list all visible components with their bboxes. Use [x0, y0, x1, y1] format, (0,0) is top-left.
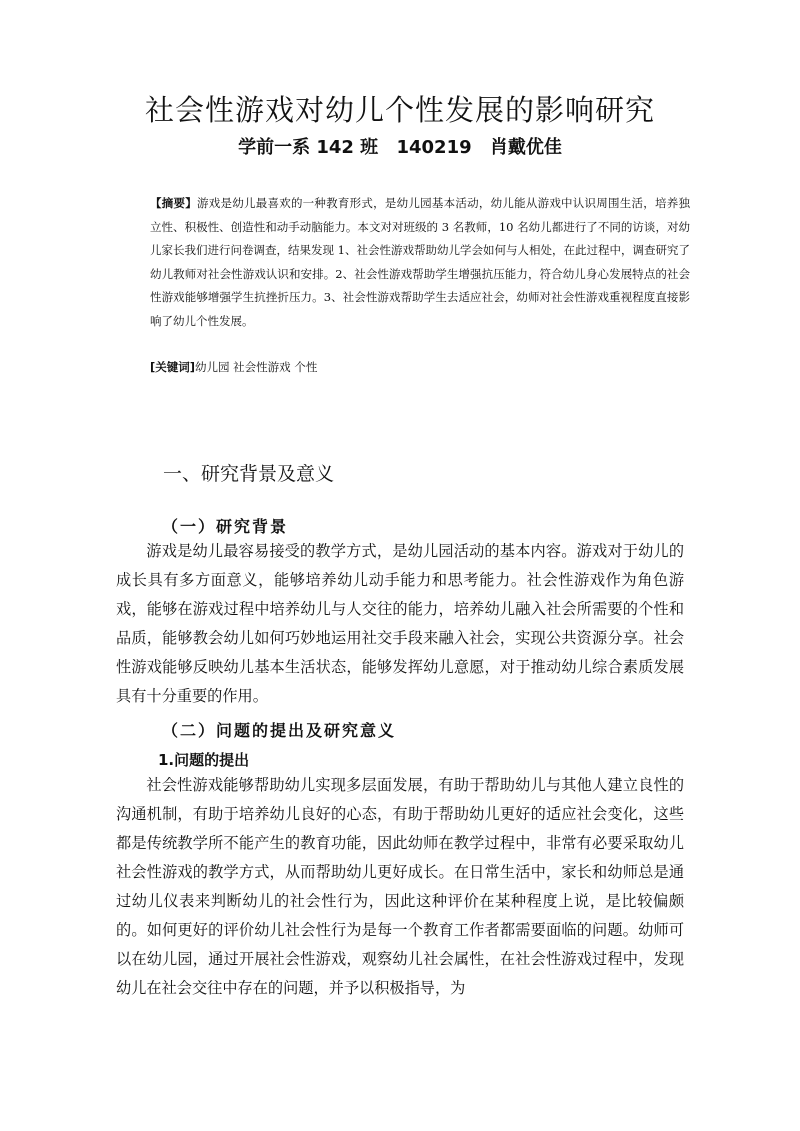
author-line	[0, 133, 800, 159]
author-class: 学前一系 142 班	[238, 137, 379, 158]
background-paragraph: 游戏是幼儿最容易接受的教学方式，是幼儿园活动的基本内容。游戏对于幼儿的成长具有多方面意义，能够培养幼儿动手能力和思考能力。社会性游戏作为角色游戏，能够在游戏过程中培养幼儿与人交往的能力，培养幼儿融入社会所需要的个性和品质，能够教会幼儿如何巧妙地运用社交手段来融入社会，实现公共资源分享。社会性游戏能够反映幼儿基本生活状态，能够发挥幼儿意愿，对于推动幼儿综合素质发展具有十分重要的作用。	[116, 542, 684, 705]
abstract	[150, 192, 690, 333]
section-heading: 一、研究背景及意义	[163, 463, 335, 485]
keywords-text: 幼儿园 社会性游戏 个性	[195, 360, 318, 374]
abstract-label: 【摘要】	[150, 196, 197, 210]
subsection-heading-significance: （二）问题的提出及研究意义	[162, 721, 397, 740]
problem-paragraph: 社会性游戏能够帮助幼儿实现多层面发展，有助于帮助幼儿与其他人建立良性的沟通机制，有助于培养幼儿良好的心态，有助于帮助幼儿更好的适应社会变化，这些都是传统教学所不能产生的教育功能，因此幼师在教学过程中，非常有必要采取幼儿社会性游戏的教学方式，从而帮助幼儿更好成长。在日常生活中，家长和幼师总是通过幼儿仪表来判断幼儿的社会性行为，因此这种评价在某种程度上说，是比较偏颇的。如何更好的评价幼儿社会性行为是每一个教育工作者都需要面临的问题。幼师可以在幼儿园，通过开展社会性游戏，观察幼儿社会属性，在社会性游戏过程中，发现幼儿在社会交往中存在的问题，并予以积极指导，为	[116, 776, 684, 997]
author-name: 肖戴优佳	[489, 137, 562, 158]
author-id: 140219	[396, 137, 472, 158]
subsection-heading-background: （一）研究背景	[162, 517, 289, 536]
abstract-text: 游戏是幼儿最喜欢的一种教育形式，是幼儿园基本活动，幼儿能从游戏中认识周围生活，培养独立性、积极性、创造性和动手动脑能力。本文对对班级的 3 名教师，10 名幼儿都进行了不同的访谈，对幼儿家长我们进行问卷调查，结果发现 1、社会性游戏帮助幼儿学会如何与人相处，在此过程中，调查研究了幼儿教师对社会性游戏认识和安排。2、社会性游戏帮助学生增强抗压能力，符合幼儿身心发展特点的社会性游戏能够增强学生抗挫折压力。3、社会性游戏帮助学生去适应社会，幼师对社会性游戏重视程度直接影响了幼儿个性发展。	[150, 196, 691, 328]
document-title: 社会性游戏对幼儿个性发展的影响研究	[144, 93, 655, 127]
keywords-label: [关键词]	[150, 360, 196, 374]
subsubsection-heading-problem: 1.问题的提出	[158, 751, 250, 769]
keywords	[150, 357, 690, 377]
